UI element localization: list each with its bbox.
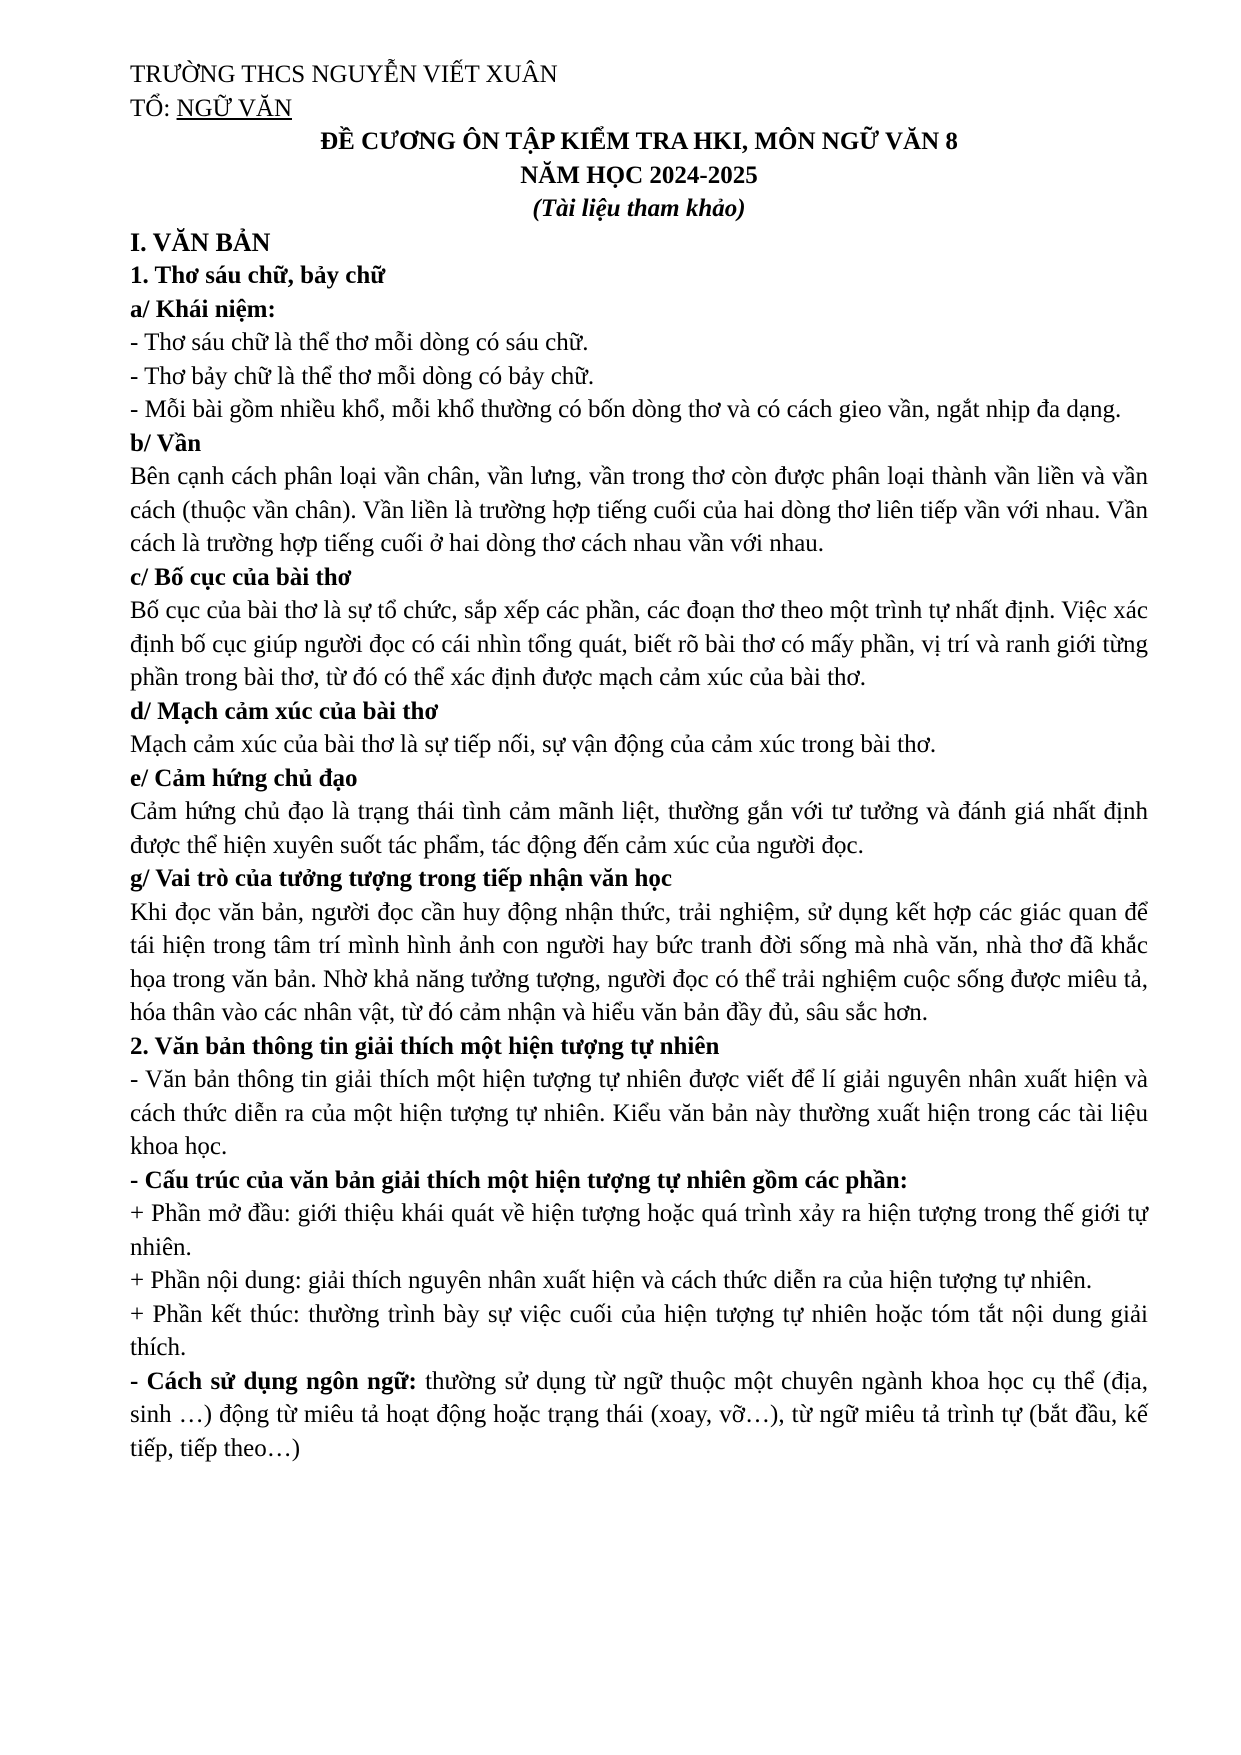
paragraph: Khi đọc văn bản, người đọc cần huy động nhận thức, trải nghiệm, sử dụng kết hợp các giác quan để tái hiện trong tâm trí mình hình ảnh con người hay bức tranh đời sống mà nhà văn, nhà thơ đã khắc họa trong văn bản. Nhờ khả năng tưởng tượng, người đọc có thể trải nghiệm cuộc sống được miêu tả, hóa thân vào các nhân vật, từ đó cảm nhận và hiểu văn bản đầy đủ, sâu sắc hơn. [130,898,1148,1026]
list-item: + Phần nội dung: giải thích nguyên nhân xuất hiện và cách thức diễn ra của hiện tượng tự nhiên. [130,1267,1093,1294]
section-heading: I. VĂN BẢN [130,227,271,257]
paragraph: - Mỗi bài gồm nhiều khổ, mỗi khổ thường có bốn dòng thơ và có cách gieo vần, ngắt nhịp đa dạng. [130,396,1122,423]
paragraph: Mạch cảm xúc của bài thơ là sự tiếp nối, sự vận động của cảm xúc trong bài thơ. [130,731,937,758]
paragraph: - Văn bản thông tin giải thích một hiện tượng tự nhiên được viết để lí giải nguyên nhân xuất hiện và cách thức diễn ra của một hiện tượng tự nhiên. Kiểu văn bản này thường xuất hiện trong các tài liệu khoa học. [130,1066,1148,1160]
language-label: - Cách sử dụng ngôn ngữ: [130,1367,417,1395]
item-heading-g: g/ Vai trò của tưởng tượng trong tiếp nhận văn học [130,865,673,892]
paragraph: - Thơ sáu chữ là thể thơ mỗi dòng có sáu chữ. [130,329,589,356]
paragraph: Bên cạnh cách phân loại vần chân, vần lưng, vần trong thơ còn được phân loại thành vần liền và vần cách (thuộc vần chân). Vần liền là trường hợp tiếng cuối của hai dòng thơ liên tiếp vần với nhau. Vần cách là trường hợp tiếng cuối ở hai dòng thơ cách nhau vần với nhau. [130,463,1148,557]
school-name: TRƯỜNG THCS NGUYỄN VIẾT XUÂN [130,61,558,88]
paragraph: Cảm hứng chủ đạo là trạng thái tình cảm mãnh liệt, thường gắn với tư tưởng và đánh giá nhất định được thể hiện xuyên suốt tác phẩm, tác động đến cảm xúc của người đọc. [130,798,1148,859]
document-title: ĐỀ CƯƠNG ÔN TẬP KIỂM TRA HKI, MÔN NGỮ VĂN 8 [320,128,958,155]
language-paragraph [130,1365,1148,1466]
item-heading-c: c/ Bố cục của bài thơ [130,563,352,591]
department-prefix: TỔ: [130,94,177,122]
item-heading-e: e/ Cảm hứng chủ đạo [130,764,358,792]
list-item: + Phần kết thúc: thường trình bày sự việc cuối của hiện tượng tự nhiên hoặc tóm tắt nội dung giải thích. [130,1300,1148,1361]
department-line [130,92,1148,126]
document-note: (Tài liệu tham khảo) [532,195,746,222]
paragraph: - Thơ bảy chữ là thể thơ mỗi dòng có bảy chữ. [130,362,595,390]
subsection-heading: 1. Thơ sáu chữ, bảy chữ [130,262,386,289]
language-text: thường sử dụng từ ngữ thuộc một chuyên ngành khoa học cụ thể (địa, sinh …) động từ miêu tả hoạt động hoặc trạng thái (xoay, vỡ…), từ ngữ miêu tả trình tự (bắt đầu, kế tiếp, tiếp theo…) [130,1367,1148,1462]
item-heading-a: a/ Khái niệm: [130,295,276,323]
structure-heading: - Cấu trúc của văn bản giải thích một hiện tượng tự nhiên gồm các phần: [130,1166,908,1194]
paragraph: Bố cục của bài thơ là sự tổ chức, sắp xếp các phần, các đoạn thơ theo một trình tự nhất định. Việc xác định bố cục giúp người đọc có cái nhìn tổng quát, biết rõ bài thơ có mấy phần, vị trí và ranh giới từng phần trong bài thơ, từ đó có thể xác định được mạch cảm xúc của bài thơ. [130,597,1148,691]
school-year: NĂM HỌC 2024-2025 [520,161,758,189]
item-heading-d: d/ Mạch cảm xúc của bài thơ [130,697,439,725]
document-content [130,58,1148,1465]
list-item: + Phần mở đầu: giới thiệu khái quát về hiện tượng hoặc quá trình xảy ra hiện tượng trong thế giới tự nhiên. [130,1200,1148,1261]
department-name: NGỮ VĂN [176,94,292,122]
item-heading-b: b/ Vần [130,429,202,457]
subsection-heading: 2. Văn bản thông tin giải thích một hiện tượng tự nhiên [130,1032,720,1060]
